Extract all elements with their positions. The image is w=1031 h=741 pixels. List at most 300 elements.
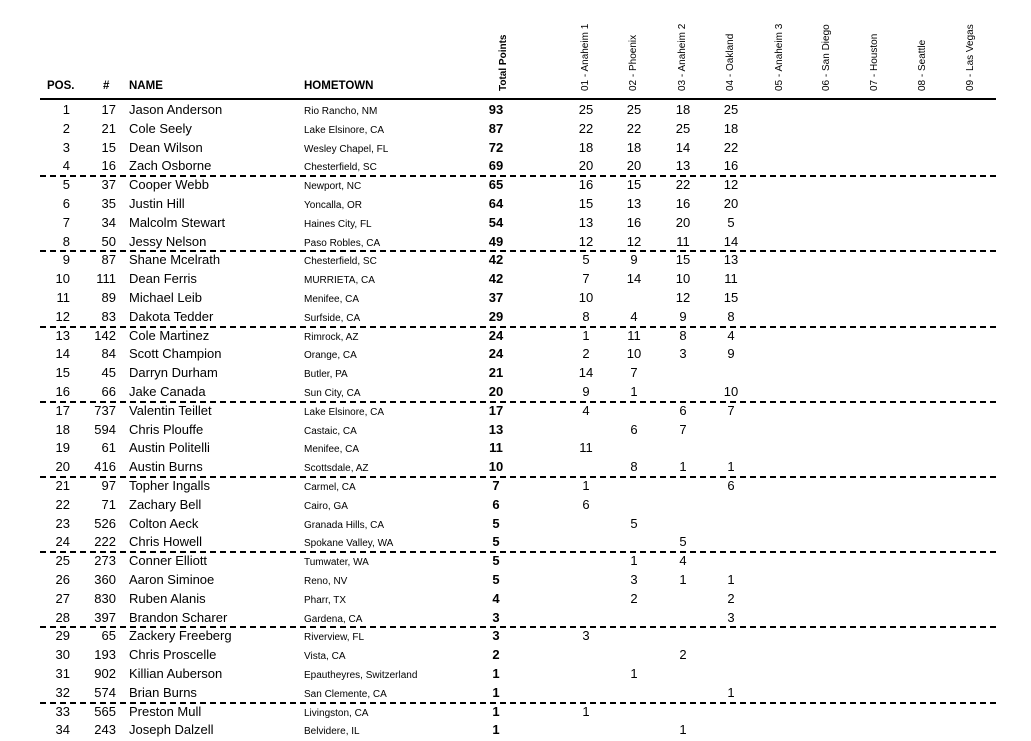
- header-total-points: Total Points: [498, 34, 509, 91]
- number-cell: 737: [94, 402, 116, 418]
- number-cell: 193: [94, 647, 116, 663]
- rider-name-cell: Cole Seely: [129, 120, 192, 136]
- rider-name-cell: Conner Elliott: [129, 553, 208, 569]
- round-3-points-cell: 20: [675, 214, 691, 230]
- round-1-points-cell: 22: [578, 120, 594, 136]
- hometown-cell: Chesterfield, SC: [304, 256, 377, 268]
- round-1-points-cell: 1: [582, 327, 590, 343]
- number-cell: 142: [94, 327, 116, 343]
- rider-name-cell: Chris Plouffe: [129, 421, 204, 437]
- rider-name-cell: Jake Canada: [129, 384, 206, 399]
- table-row: [0, 515, 1031, 534]
- position-cell: 19: [55, 440, 70, 456]
- rider-name-cell: Cole Martinez: [129, 327, 210, 343]
- rider-name-cell: Zachary Bell: [129, 496, 202, 512]
- hometown-cell: Gardena, CA: [304, 613, 363, 625]
- table-row: [0, 646, 1031, 665]
- position-cell: 3: [62, 139, 70, 155]
- round-2-points-cell: 20: [626, 158, 642, 174]
- rider-name-cell: Killian Auberson: [129, 666, 223, 681]
- round-2-points-cell: 5: [630, 515, 638, 531]
- number-cell: 84: [101, 346, 116, 362]
- round-1-points-cell: 9: [582, 384, 590, 399]
- position-cell: 27: [55, 590, 70, 606]
- hometown-cell: MURRIETA, CA: [304, 275, 375, 287]
- round-3-points-cell: 8: [679, 327, 687, 343]
- round-1-points-cell: 20: [578, 158, 594, 174]
- number-cell: 50: [101, 233, 116, 249]
- total-points-cell: 5: [492, 515, 500, 531]
- position-cell: 8: [62, 233, 70, 249]
- position-cell: 7: [62, 214, 70, 230]
- round-2-points-cell: 2: [630, 590, 638, 606]
- round-4-points-cell: 11: [724, 271, 738, 287]
- table-row: [0, 496, 1031, 515]
- hometown-cell: Chesterfield, SC: [304, 162, 377, 174]
- table-row: [0, 139, 1031, 158]
- number-cell: 89: [101, 290, 116, 305]
- number-cell: 594: [94, 421, 116, 437]
- number-cell: 902: [94, 666, 116, 681]
- table-row: [0, 251, 1031, 270]
- hometown-cell: Menifee, CA: [304, 444, 360, 456]
- round-2-points-cell: 9: [630, 252, 638, 268]
- round-4-points-cell: 6: [727, 478, 735, 493]
- rider-name-cell: Chris Proscelle: [129, 647, 217, 663]
- rider-name-cell: Cooper Webb: [129, 177, 209, 193]
- total-points-cell: 65: [488, 177, 504, 193]
- round-4-points-cell: 18: [723, 120, 739, 136]
- round-4-points-cell: 5: [727, 214, 735, 230]
- round-1-points-cell: 11: [579, 440, 593, 456]
- rider-name-cell: Dean Wilson: [129, 139, 203, 155]
- table-row: [0, 364, 1031, 383]
- round-4-points-cell: 4: [727, 327, 735, 343]
- table-row: [0, 439, 1031, 458]
- total-points-cell: 3: [492, 609, 500, 625]
- table-row: [0, 383, 1031, 402]
- hometown-cell: Yoncalla, OR: [304, 200, 362, 211]
- round-3-points-cell: 2: [679, 647, 687, 663]
- round-3-points-cell: 10: [675, 271, 691, 287]
- round-4-points-cell: 20: [723, 196, 739, 211]
- rider-name-cell: Austin Burns: [129, 459, 203, 475]
- hometown-cell: Riverview, FL: [304, 632, 365, 644]
- total-points-cell: 54: [488, 214, 504, 230]
- number-cell: 66: [101, 384, 116, 399]
- total-points-cell: 2: [492, 647, 500, 663]
- total-points-cell: 3: [492, 628, 500, 644]
- rider-name-cell: Joseph Dalzell: [129, 722, 214, 738]
- round-2-points-cell: 4: [630, 308, 638, 324]
- header-round-8: 08 - Seattle: [917, 39, 928, 91]
- round-4-points-cell: 8: [727, 308, 735, 324]
- rider-name-cell: Ruben Alanis: [129, 590, 206, 606]
- total-points-cell: 24: [488, 346, 504, 362]
- total-points-cell: 69: [488, 158, 504, 174]
- round-3-points-cell: 1: [679, 459, 687, 475]
- total-points-cell: 7: [492, 478, 500, 493]
- round-4-points-cell: 7: [727, 402, 735, 418]
- round-4-points-cell: 10: [723, 384, 739, 399]
- hometown-cell: Lake Elsinore, CA: [304, 124, 385, 136]
- position-cell: 2: [62, 120, 70, 136]
- hometown-cell: Wesley Chapel, FL: [304, 143, 389, 155]
- round-2-points-cell: 16: [626, 214, 642, 230]
- table-row: [0, 477, 1031, 496]
- round-3-points-cell: 3: [679, 346, 687, 362]
- header-round-1: 01 - Anaheim 1: [580, 23, 591, 91]
- table-row: [0, 402, 1031, 421]
- hometown-cell: Livingston, CA: [304, 707, 369, 719]
- round-3-points-cell: 9: [679, 308, 687, 324]
- table-row: [0, 289, 1031, 308]
- round-2-points-cell: 11: [627, 327, 641, 343]
- table-row: [0, 101, 1031, 120]
- table-row: [0, 270, 1031, 289]
- round-2-points-cell: 14: [626, 271, 642, 287]
- total-points-cell: 1: [492, 666, 500, 681]
- round-1-points-cell: 7: [582, 271, 590, 287]
- number-cell: 243: [94, 722, 116, 738]
- position-cell: 33: [55, 703, 70, 719]
- table-row: [0, 308, 1031, 327]
- round-3-points-cell: 4: [679, 553, 687, 569]
- rider-name-cell: Austin Politelli: [129, 440, 210, 456]
- rider-name-cell: Brian Burns: [129, 684, 197, 700]
- position-cell: 26: [55, 572, 70, 587]
- number-cell: 34: [101, 214, 116, 230]
- position-cell: 14: [55, 346, 70, 362]
- total-points-cell: 42: [488, 271, 504, 287]
- round-2-points-cell: 1: [630, 384, 638, 399]
- rider-name-cell: Brandon Scharer: [129, 609, 228, 625]
- rider-name-cell: Chris Howell: [129, 534, 202, 550]
- number-cell: 45: [101, 365, 116, 381]
- table-row: [0, 627, 1031, 646]
- number-cell: 15: [101, 139, 116, 155]
- rider-name-cell: Scott Champion: [129, 346, 222, 362]
- round-3-points-cell: 11: [676, 233, 690, 249]
- position-cell: 9: [62, 252, 70, 268]
- position-cell: 32: [55, 684, 70, 700]
- position-cell: 4: [62, 158, 70, 174]
- hometown-cell: Pharr, TX: [304, 594, 347, 606]
- rider-name-cell: Aaron Siminoe: [129, 572, 215, 587]
- header-round-5: 05 - Anaheim 3: [774, 23, 785, 91]
- round-3-points-cell: 14: [675, 139, 691, 155]
- number-cell: 83: [101, 308, 116, 324]
- round-2-points-cell: 13: [626, 196, 642, 211]
- position-cell: 28: [55, 609, 70, 625]
- round-3-points-cell: 13: [675, 158, 691, 174]
- number-cell: 111: [96, 271, 116, 287]
- table-row: [0, 590, 1031, 609]
- table-row: [0, 327, 1031, 346]
- round-1-points-cell: 15: [578, 196, 594, 211]
- round-2-points-cell: 8: [630, 459, 638, 475]
- table-row: [0, 195, 1031, 214]
- round-2-points-cell: 7: [630, 365, 638, 381]
- header-name: NAME: [129, 80, 163, 92]
- total-points-cell: 37: [488, 290, 504, 305]
- number-cell: 526: [94, 515, 116, 531]
- round-4-points-cell: 15: [723, 290, 739, 305]
- round-1-points-cell: 4: [582, 402, 590, 418]
- round-4-points-cell: 16: [723, 158, 739, 174]
- round-3-points-cell: 16: [675, 196, 691, 211]
- round-1-points-cell: 6: [582, 496, 590, 512]
- position-cell: 34: [55, 722, 70, 738]
- round-4-points-cell: 1: [727, 572, 735, 587]
- table-row: [0, 214, 1031, 233]
- number-cell: 397: [94, 609, 116, 625]
- total-points-cell: 17: [488, 402, 504, 418]
- round-3-points-cell: 25: [675, 120, 691, 136]
- header-round-3: 03 - Anaheim 2: [677, 23, 688, 91]
- position-cell: 23: [55, 515, 70, 531]
- rider-name-cell: Dakota Tedder: [129, 308, 214, 324]
- table-row: [0, 552, 1031, 571]
- position-cell: 16: [55, 384, 70, 399]
- rider-name-cell: Dean Ferris: [129, 271, 197, 287]
- position-cell: 12: [55, 308, 70, 324]
- hometown-cell: Rimrock, AZ: [304, 331, 359, 343]
- number-cell: 71: [101, 496, 116, 512]
- header-round-7: 07 - Houston: [869, 33, 880, 91]
- hometown-cell: Paso Robles, CA: [304, 237, 381, 249]
- number-cell: 565: [94, 703, 116, 719]
- round-1-points-cell: 16: [578, 177, 594, 193]
- header-rule: [40, 98, 996, 100]
- number-cell: 574: [94, 684, 116, 700]
- round-4-points-cell: 22: [723, 139, 739, 155]
- number-cell: 16: [101, 158, 116, 174]
- table-row: [0, 157, 1031, 176]
- hometown-cell: Cairo, GA: [304, 500, 348, 512]
- total-points-cell: 72: [488, 139, 504, 155]
- total-points-cell: 6: [492, 496, 500, 512]
- round-3-points-cell: 1: [679, 572, 687, 587]
- table-row: [0, 345, 1031, 364]
- round-2-points-cell: 22: [626, 120, 642, 136]
- hometown-cell: Lake Elsinore, CA: [304, 406, 385, 418]
- round-1-points-cell: 1: [582, 478, 590, 493]
- hometown-cell: Butler, PA: [304, 369, 348, 381]
- number-cell: 360: [94, 572, 116, 587]
- table-row: [0, 609, 1031, 628]
- round-2-points-cell: 3: [630, 572, 638, 587]
- hometown-cell: Spokane Valley, WA: [304, 538, 394, 550]
- total-points-cell: 5: [492, 553, 500, 569]
- hometown-cell: Orange, CA: [304, 350, 357, 362]
- total-points-cell: 1: [492, 684, 500, 700]
- hometown-cell: Tumwater, WA: [304, 557, 369, 569]
- round-2-points-cell: 25: [626, 102, 642, 117]
- round-2-points-cell: 1: [630, 553, 638, 569]
- round-3-points-cell: 12: [675, 290, 691, 305]
- round-1-points-cell: 13: [578, 214, 594, 230]
- position-cell: 31: [55, 666, 70, 681]
- rider-name-cell: Zackery Freeberg: [129, 628, 232, 644]
- header-hometown: HOMETOWN: [304, 80, 374, 92]
- header-pos: POS.: [47, 80, 75, 92]
- number-cell: 222: [94, 534, 116, 550]
- position-cell: 11: [56, 290, 70, 305]
- number-cell: 61: [101, 440, 116, 456]
- rider-name-cell: Zach Osborne: [129, 158, 212, 174]
- position-cell: 30: [55, 647, 70, 663]
- header-number: #: [103, 80, 110, 92]
- total-points-cell: 93: [488, 102, 504, 117]
- number-cell: 87: [101, 252, 116, 268]
- position-cell: 24: [55, 534, 70, 550]
- hometown-cell: Epautheyres, Switzerland: [304, 670, 418, 681]
- number-cell: 65: [101, 628, 116, 644]
- rider-name-cell: Valentin Teillet: [129, 402, 212, 418]
- hometown-cell: Belvidere, IL: [304, 726, 360, 738]
- round-3-points-cell: 7: [679, 421, 687, 437]
- position-cell: 5: [62, 177, 70, 193]
- total-points-cell: 11: [489, 440, 503, 456]
- round-2-points-cell: 6: [630, 421, 638, 437]
- round-1-points-cell: 2: [582, 346, 590, 362]
- round-4-points-cell: 9: [727, 346, 735, 362]
- table-row: [0, 458, 1031, 477]
- round-2-points-cell: 10: [626, 346, 642, 362]
- round-1-points-cell: 1: [582, 703, 590, 719]
- total-points-cell: 87: [488, 120, 504, 136]
- hometown-cell: Granada Hills, CA: [304, 519, 385, 531]
- position-cell: 10: [55, 271, 70, 287]
- hometown-cell: Rio Rancho, NM: [304, 106, 378, 117]
- total-points-cell: 20: [488, 384, 504, 399]
- round-2-points-cell: 18: [626, 139, 642, 155]
- round-1-points-cell: 12: [578, 233, 594, 249]
- round-1-points-cell: 3: [582, 628, 590, 644]
- hometown-cell: Scottsdale, AZ: [304, 463, 369, 475]
- hometown-cell: Newport, NC: [304, 181, 362, 193]
- header-round-2: 02 - Phoenix: [628, 34, 639, 91]
- round-3-points-cell: 15: [675, 252, 691, 268]
- position-cell: 1: [62, 102, 70, 117]
- round-3-points-cell: 18: [675, 102, 691, 117]
- position-cell: 20: [55, 459, 70, 475]
- hometown-cell: Castaic, CA: [304, 425, 357, 437]
- round-4-points-cell: 25: [723, 102, 739, 117]
- position-cell: 21: [55, 478, 70, 493]
- rider-name-cell: Shane Mcelrath: [129, 252, 221, 268]
- round-4-points-cell: 3: [727, 609, 735, 625]
- total-points-cell: 5: [492, 534, 500, 550]
- total-points-cell: 29: [488, 308, 504, 324]
- position-cell: 6: [62, 196, 70, 211]
- rider-name-cell: Darryn Durham: [129, 365, 218, 381]
- rider-name-cell: Colton Aeck: [129, 515, 199, 531]
- hometown-cell: San Clemente, CA: [304, 688, 387, 700]
- number-cell: 21: [101, 120, 116, 136]
- position-cell: 18: [55, 421, 70, 437]
- round-4-points-cell: 12: [723, 177, 739, 193]
- total-points-cell: 13: [488, 421, 504, 437]
- position-cell: 22: [55, 496, 70, 512]
- round-1-points-cell: 5: [582, 252, 590, 268]
- table-row: [0, 571, 1031, 590]
- position-cell: 25: [55, 553, 70, 569]
- total-points-cell: 1: [492, 703, 500, 719]
- round-2-points-cell: 1: [630, 666, 638, 681]
- position-cell: 17: [55, 402, 70, 418]
- hometown-cell: Haines City, FL: [304, 218, 372, 230]
- round-4-points-cell: 1: [727, 684, 735, 700]
- table-row: [0, 421, 1031, 440]
- hometown-cell: Reno, NV: [304, 576, 348, 587]
- round-1-points-cell: 25: [578, 102, 594, 117]
- table-row: [0, 120, 1031, 139]
- total-points-cell: 42: [488, 252, 504, 268]
- rider-name-cell: Malcolm Stewart: [129, 214, 226, 230]
- number-cell: 830: [94, 590, 116, 606]
- number-cell: 273: [94, 553, 116, 569]
- rider-name-cell: Justin Hill: [129, 196, 185, 211]
- round-3-points-cell: 22: [675, 177, 691, 193]
- position-cell: 15: [55, 365, 70, 381]
- round-2-points-cell: 15: [626, 177, 642, 193]
- table-row: [0, 176, 1031, 195]
- round-1-points-cell: 14: [578, 365, 594, 381]
- round-4-points-cell: 1: [727, 459, 735, 475]
- number-cell: 35: [101, 196, 116, 211]
- table-row: [0, 703, 1031, 722]
- round-3-points-cell: 1: [679, 722, 687, 738]
- total-points-cell: 49: [488, 233, 504, 249]
- number-cell: 416: [94, 459, 116, 475]
- table-row: [0, 233, 1031, 252]
- header-round-6: 06 - San Diego: [821, 24, 832, 91]
- rider-name-cell: Michael Leib: [129, 290, 202, 305]
- round-2-points-cell: 12: [626, 233, 642, 249]
- number-cell: 37: [101, 177, 116, 193]
- round-1-points-cell: 10: [578, 290, 594, 305]
- number-cell: 17: [101, 102, 116, 117]
- round-1-points-cell: 8: [582, 308, 590, 324]
- table-row: [0, 721, 1031, 740]
- header-round-4: 04 - Oakland: [725, 33, 736, 91]
- round-4-points-cell: 14: [723, 233, 739, 249]
- round-1-points-cell: 18: [578, 139, 594, 155]
- total-points-cell: 1: [492, 722, 500, 738]
- hometown-cell: Surfside, CA: [304, 312, 361, 324]
- hometown-cell: Menifee, CA: [304, 294, 360, 305]
- total-points-cell: 21: [488, 365, 504, 381]
- header-round-9: 09 - Las Vegas: [965, 24, 976, 91]
- round-4-points-cell: 13: [723, 252, 739, 268]
- rider-name-cell: Topher Ingalls: [129, 478, 210, 493]
- total-points-cell: 5: [492, 572, 500, 587]
- round-3-points-cell: 6: [679, 402, 687, 418]
- rider-name-cell: Preston Mull: [129, 703, 202, 719]
- total-points-cell: 24: [488, 327, 504, 343]
- table-row: [0, 533, 1031, 552]
- number-cell: 97: [101, 478, 116, 493]
- round-3-points-cell: 5: [679, 534, 687, 550]
- table-row: [0, 665, 1031, 684]
- rider-name-cell: Jason Anderson: [129, 102, 223, 117]
- total-points-cell: 4: [492, 590, 500, 606]
- hometown-cell: Carmel, CA: [304, 482, 356, 493]
- position-cell: 13: [55, 327, 70, 343]
- position-cell: 29: [55, 628, 70, 644]
